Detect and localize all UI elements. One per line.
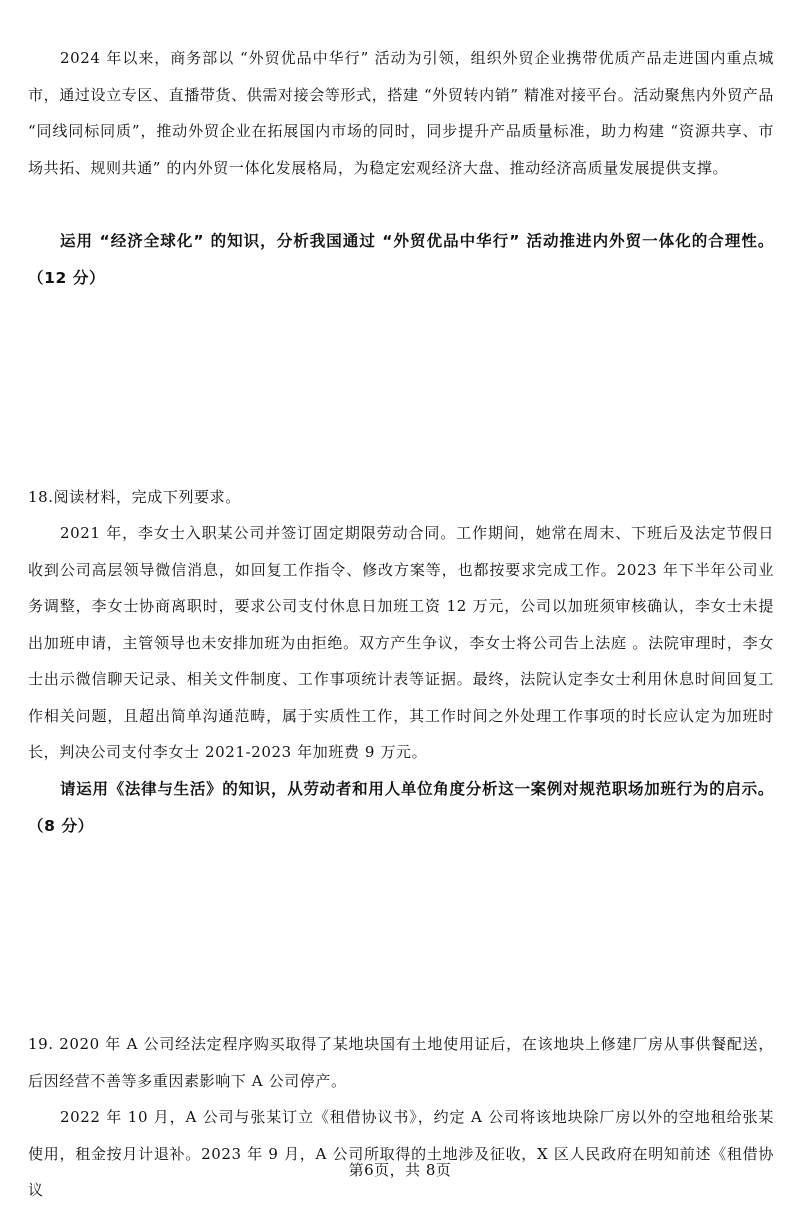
q18-task: 请运用《法律与生活》的知识，从劳动者和用人单位角度分析这一案例对规范职场加班行为的启示。（8 分） [28,780,774,835]
page-footer: 第6页，共 8页 [348,1161,452,1179]
q19-material-1: 19. 2020 年 A 公司经法定程序购买取得了某地块国有土地使用证后，在该地块上修建厂房从事供餐配送，后因经营不善等多重因素影响下 A 公司停产。 [28,1035,774,1090]
q17-task: 运用 “经济全球化” 的知识，分析我国通过 “外贸优品中华行” 活动推进内外贸一体化的合理性。（12 分） [28,232,774,287]
q18-material: 2021 年，李女士入职某公司并签订固定期限劳动合同。工作期间，她常在周末、下班后及法定节假日收到公司高层领导微信消息，如回复工作指令、修改方案等，也都按要求完成工作。2023 年下半年公司业务调整，李女士协商离职时，要求公司支付休息日加班工资 12 万元，公司以加班须审核确认，李女士未提出加班申请，主管领导也未安排加班为由拒绝。双方产生争议，李女士将公司告上法庭 。法院审理时，李女士出示微信聊天记录、相关文件制度、工作事项统计表等证据。最终，法院认定李女士利用休息时间回复工作相关问题，且超出简单沟通范畴，属于实质性工作，其工作时间之外处理工作事项的时长应认定为加班时长，判决公司支付李女士 2021-2023 年加班费 9 万元。 [28,524,774,761]
q17-material: 2024 年以来，商务部以 “外贸优品中华行” 活动为引领，组织外贸企业携带优质产品走进国内重点城市，通过设立专区、直播带货、供需对接会等形式，搭建 “外贸转内销” 精准对接平台。活动聚焦内外贸产品 “同线同标同质”，推动外贸企业在拓展国内市场的同时，同步提升产品质量标准，助力构建 “资源共享、市场共拓、规则共通” 的内外贸一体化发展格局，为稳定宏观经济大盘、推动经济高质量发展提供支撑。 [28,49,774,177]
q19-material-2: 2022 年 10 月，A 公司与张某订立《租借协议书》，约定 A 公司将该地块除厂房以外的空地租给张某使用，租金按月计退补。2023 年 9 月，A 公司所取得的土地涉及征收，X 区人民政府在明知前述《租借协议 [28,1108,774,1199]
q18-heading: 18.阅读材料，完成下列要求。 [28,488,241,506]
